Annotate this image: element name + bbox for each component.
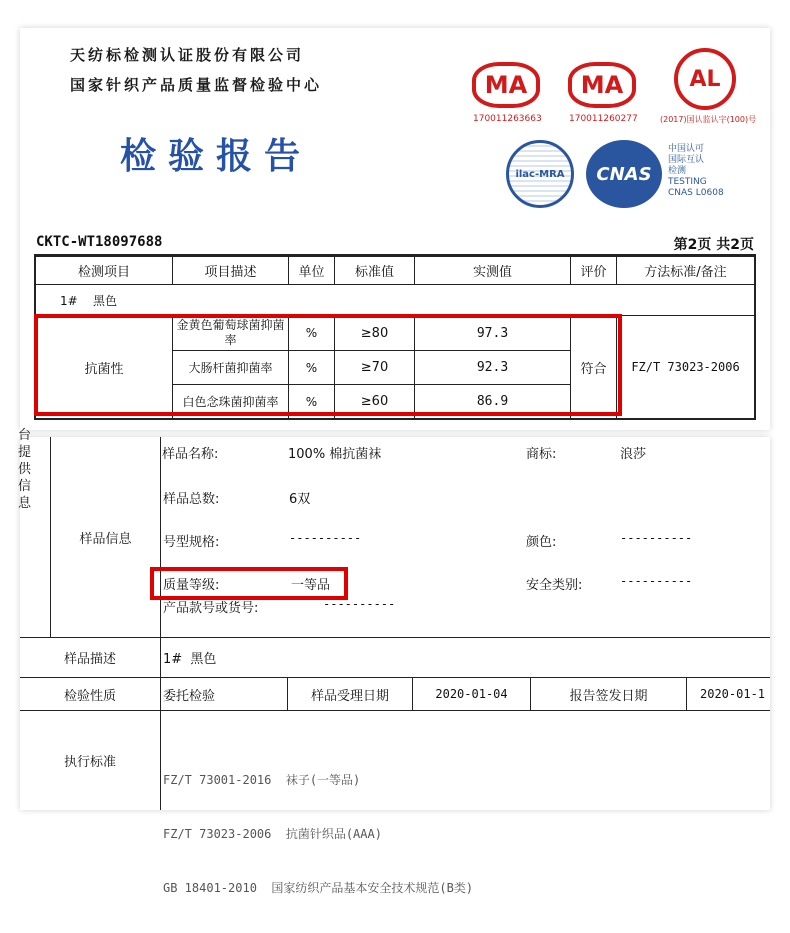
col-header-method: 方法标准/备注 bbox=[644, 265, 727, 280]
col-header-measured: 实测值 bbox=[472, 265, 512, 280]
sample-row: 1# 黑色 bbox=[60, 293, 117, 308]
side-char: 信 bbox=[18, 479, 32, 494]
table-row-unit: % bbox=[305, 360, 318, 375]
standard-item: FZ/T 73023-2006 抗菌针织品(AAA) bbox=[163, 827, 382, 841]
cal-logo-icon bbox=[674, 48, 736, 110]
receive-date-label: 样品受理日期 bbox=[310, 688, 389, 704]
sample-name-value: 100% 棉抗菌袜 bbox=[288, 447, 382, 462]
cal-number: (2017)国认监认字(100)号 bbox=[660, 115, 757, 124]
table-row-value: 97.3 bbox=[476, 325, 509, 341]
cnas-description bbox=[668, 144, 724, 199]
report-page-bottom bbox=[18, 428, 770, 895]
table-row-value: 92.3 bbox=[476, 360, 509, 375]
ilac-mra-logo-icon bbox=[506, 140, 574, 208]
brand-value: 浪莎 bbox=[620, 447, 647, 462]
issue-date-value: 2020-01-1 bbox=[700, 687, 766, 701]
cma-number: 170011263663 bbox=[473, 114, 542, 124]
safety-label: 安全类别: bbox=[526, 578, 583, 593]
side-char: 息 bbox=[18, 496, 32, 511]
cnas-desc-line: 检测 bbox=[668, 166, 687, 176]
highlight-box-grade bbox=[150, 567, 348, 600]
table-row-desc: 金黄色葡萄球菌抑菌率 bbox=[176, 318, 285, 347]
report-page-top bbox=[20, 28, 770, 430]
col-header-standard: 标准值 bbox=[354, 265, 394, 280]
color-label: 颜色: bbox=[526, 535, 557, 550]
report-number: CKTC-WT18097688 bbox=[36, 234, 163, 250]
grade-value: 一等品 bbox=[291, 578, 331, 593]
sample-name-label: 样品名称: bbox=[162, 447, 219, 462]
sample-desc-label: 样品描述 bbox=[63, 652, 116, 667]
side-char: 台 bbox=[18, 428, 32, 443]
standards-list bbox=[163, 735, 473, 933]
col-header-desc: 项目描述 bbox=[204, 265, 257, 280]
cma-logo-text: MA bbox=[484, 71, 528, 99]
inspection-nature-label: 检验性质 bbox=[63, 688, 116, 704]
table-row-value: 86.9 bbox=[476, 394, 509, 409]
page-indicator: 第2页 共2页 bbox=[673, 237, 754, 253]
total-value: 6双 bbox=[289, 492, 311, 507]
sample-desc-value: 1# 黑色 bbox=[163, 652, 217, 667]
table-row-desc: 白色念珠菌抑菌率 bbox=[182, 395, 279, 409]
receive-date-value: 2020-01-04 bbox=[435, 687, 508, 701]
safety-value: ---------- bbox=[620, 574, 693, 588]
cnas-desc-line: CNAS L0608 bbox=[668, 188, 724, 198]
cnas-desc-line: 中国认可 bbox=[668, 144, 705, 154]
highlight-box-antibacterial bbox=[34, 314, 622, 416]
standard-label: 执行标准 bbox=[63, 755, 116, 770]
cal-logo-text: AL bbox=[689, 66, 721, 92]
style-no-label: 产品款号或货号: bbox=[163, 601, 259, 616]
model-label: 号型规格: bbox=[163, 535, 220, 550]
cnas-desc-line: 国际互认 bbox=[668, 155, 705, 165]
standard-item: FZ/T 73001-2016 袜子(一等品) bbox=[163, 773, 361, 787]
cma-logo-text-2: MA bbox=[580, 71, 624, 99]
cnas-logo-icon bbox=[586, 140, 662, 208]
side-char: 供 bbox=[18, 462, 32, 477]
issue-date-label: 报告签发日期 bbox=[569, 688, 648, 704]
col-header-evaluation: 评价 bbox=[580, 265, 607, 280]
table-row-desc: 大肠杆菌抑菌率 bbox=[188, 361, 273, 375]
cnas-logo-text: CNAS bbox=[596, 163, 652, 185]
table-row-standard: ≥80 bbox=[360, 325, 389, 341]
model-value: ---------- bbox=[289, 531, 362, 545]
report-title: 检验报告 bbox=[120, 135, 313, 177]
col-header-item: 检测项目 bbox=[77, 265, 130, 280]
side-char: 提 bbox=[18, 445, 32, 460]
style-no-value: ---------- bbox=[323, 597, 396, 611]
cma-logo-icon-2 bbox=[568, 62, 636, 108]
method-standard: FZ/T 73023-2006 bbox=[631, 360, 740, 374]
grade-label: 质量等级: bbox=[163, 578, 220, 593]
cma-number-2: 170011260277 bbox=[569, 114, 638, 124]
sample-info-label: 样品信息 bbox=[79, 531, 132, 547]
cnas-desc-line: TESTING bbox=[668, 177, 707, 187]
center-name: 国家针织产品质量监督检验中心 bbox=[70, 76, 323, 94]
cma-logo-icon bbox=[472, 62, 540, 108]
standard-item: GB 18401-2010 国家纺织产品基本安全技术规范(B类) bbox=[163, 881, 474, 895]
brand-label: 商标: bbox=[526, 447, 557, 462]
total-label: 样品总数: bbox=[163, 492, 220, 507]
table-row-standard: ≥70 bbox=[360, 360, 389, 375]
test-item-antibacterial: 抗菌性 bbox=[84, 361, 124, 377]
inspection-nature-value: 委托检验 bbox=[163, 688, 216, 704]
col-header-unit: 单位 bbox=[298, 265, 325, 280]
table-row-unit: % bbox=[305, 326, 318, 340]
company-name: 天纺标检测认证股份有限公司 bbox=[70, 46, 305, 64]
table-row-standard: ≥60 bbox=[360, 394, 389, 409]
evaluation-result: 符合 bbox=[580, 361, 607, 377]
ilac-mra-text: ilac-MRA bbox=[515, 168, 565, 180]
side-label bbox=[18, 427, 32, 512]
table-row-unit: % bbox=[305, 394, 318, 409]
color-value: ---------- bbox=[620, 531, 693, 545]
